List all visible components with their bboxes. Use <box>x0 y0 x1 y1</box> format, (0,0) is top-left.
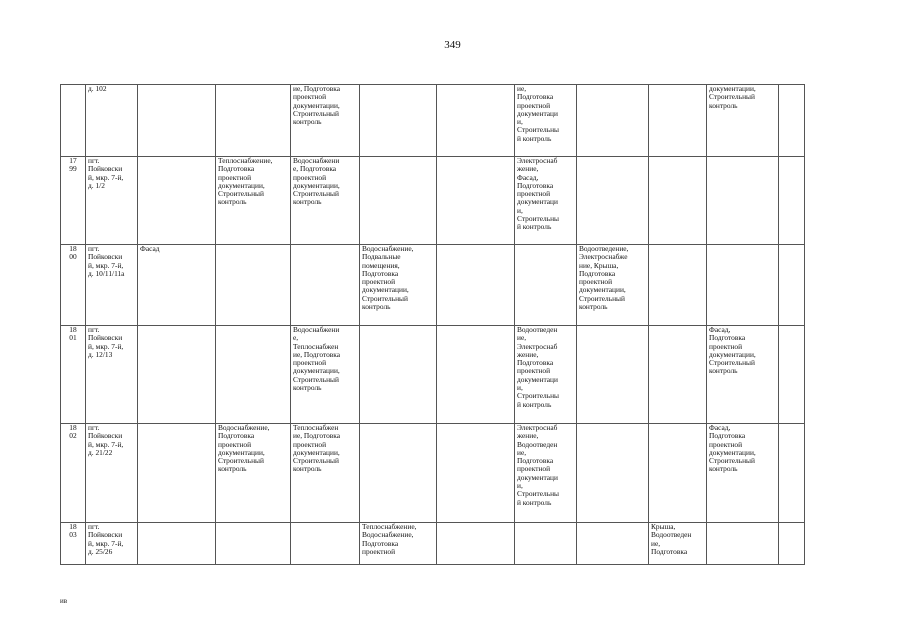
work-cell <box>138 157 216 245</box>
work-cell <box>360 326 437 424</box>
work-cell <box>649 326 707 424</box>
row-number: 18 03 <box>61 523 86 565</box>
work-cell <box>779 326 805 424</box>
work-cell <box>291 245 360 326</box>
work-cell <box>515 245 577 326</box>
work-cell <box>437 245 515 326</box>
work-cell: Теплоснабжен ие, Подготовка проектной документации, Строительный контроль <box>291 424 360 523</box>
table-row <box>61 157 805 245</box>
work-cell <box>649 424 707 523</box>
work-cell: Фасад, Подготовка проектной документации, Строительный контроль <box>707 326 779 424</box>
address-cell: пгт. Пойковски й, мкр. 7-й, д. 10/11/11а <box>86 245 138 326</box>
work-cell <box>577 157 649 245</box>
work-cell <box>577 424 649 523</box>
work-cell: Электроснаб жение, Фасад, Подготовка проектной документаци и, Строительны й контроль <box>515 157 577 245</box>
table-row <box>61 326 805 424</box>
work-cell <box>216 326 291 424</box>
work-cell <box>577 85 649 157</box>
page-number: 349 <box>444 39 461 51</box>
work-cell <box>437 157 515 245</box>
work-cell: Фасад <box>138 245 216 326</box>
table-row <box>61 424 805 523</box>
work-cell <box>707 245 779 326</box>
repair-schedule-table <box>60 84 805 565</box>
work-cell <box>138 326 216 424</box>
work-cell: Теплоснабжение, Водоснабжение, Подготовка проектной <box>360 523 437 565</box>
work-cell: Водоснабжение, Подготовка проектной документации, Строительный контроль <box>216 424 291 523</box>
work-cell <box>437 424 515 523</box>
address-cell: пгт. Пойковски й, мкр. 7-й, д. 25/26 <box>86 523 138 565</box>
footer-mark: ив <box>60 597 68 605</box>
work-cell <box>437 85 515 157</box>
table-row <box>61 245 805 326</box>
work-cell: Фасад, Подготовка проектной документации, Строительный контроль <box>707 424 779 523</box>
row-number: 17 99 <box>61 157 86 245</box>
address-cell: пгт. Пойковски й, мкр. 7-й, д. 12/13 <box>86 326 138 424</box>
row-number: 18 00 <box>61 245 86 326</box>
work-cell <box>216 523 291 565</box>
work-cell: Водоснабжени е, Подготовка проектной документации, Строительный контроль <box>291 157 360 245</box>
work-cell <box>649 245 707 326</box>
work-cell <box>577 523 649 565</box>
work-cell <box>779 523 805 565</box>
work-cell: Теплоснабжение, Подготовка проектной документации, Строительный контроль <box>216 157 291 245</box>
work-cell: ие, Подготовка проектной документаци и, Строительны й контроль <box>515 85 577 157</box>
work-cell <box>437 326 515 424</box>
work-cell <box>360 85 437 157</box>
work-cell: Крыша, Водоотведен ие, Подготовка <box>649 523 707 565</box>
address-cell: пгт. Пойковски й, мкр. 7-й, д. 21/22 <box>86 424 138 523</box>
work-cell <box>138 85 216 157</box>
work-cell: Водоотведение, Электроснабже ние, Крыша, Подготовка проектной документации, Строительный контроль <box>577 245 649 326</box>
work-cell: Электроснаб жение, Водоотведен ие, Подготовка проектной документаци и, Строительны й контроль <box>515 424 577 523</box>
work-cell <box>707 523 779 565</box>
address-cell: д. 102 <box>86 85 138 157</box>
work-cell <box>779 85 805 157</box>
work-cell: документации, Строительный контроль <box>707 85 779 157</box>
work-cell <box>360 157 437 245</box>
work-cell <box>577 326 649 424</box>
work-cell <box>649 157 707 245</box>
work-cell <box>779 424 805 523</box>
work-cell <box>515 523 577 565</box>
work-cell <box>360 424 437 523</box>
work-cell <box>138 424 216 523</box>
table-row <box>61 85 805 157</box>
work-cell <box>216 245 291 326</box>
row-number: 18 01 <box>61 326 86 424</box>
work-cell <box>216 85 291 157</box>
address-cell: пгт. Пойковски й, мкр. 7-й, д. 1/2 <box>86 157 138 245</box>
work-cell: ие, Подготовка проектной документации, Строительный контроль <box>291 85 360 157</box>
row-number: 18 02 <box>61 424 86 523</box>
work-cell <box>437 523 515 565</box>
work-cell: Водоснабжение, Подвальные помещения, Подготовка проектной документации, Строительный контроль <box>360 245 437 326</box>
table-row <box>61 523 805 565</box>
work-cell <box>138 523 216 565</box>
work-cell: Водоотведен ие, Электроснаб жение, Подготовка проектной документаци и, Строительны й контроль <box>515 326 577 424</box>
work-cell <box>707 157 779 245</box>
work-cell <box>291 523 360 565</box>
work-cell <box>779 245 805 326</box>
work-cell: Водоснабжени е, Теплоснабжен ие, Подготовка проектной документации, Строительный контроль <box>291 326 360 424</box>
work-cell <box>649 85 707 157</box>
work-cell <box>779 157 805 245</box>
row-number <box>61 85 86 157</box>
